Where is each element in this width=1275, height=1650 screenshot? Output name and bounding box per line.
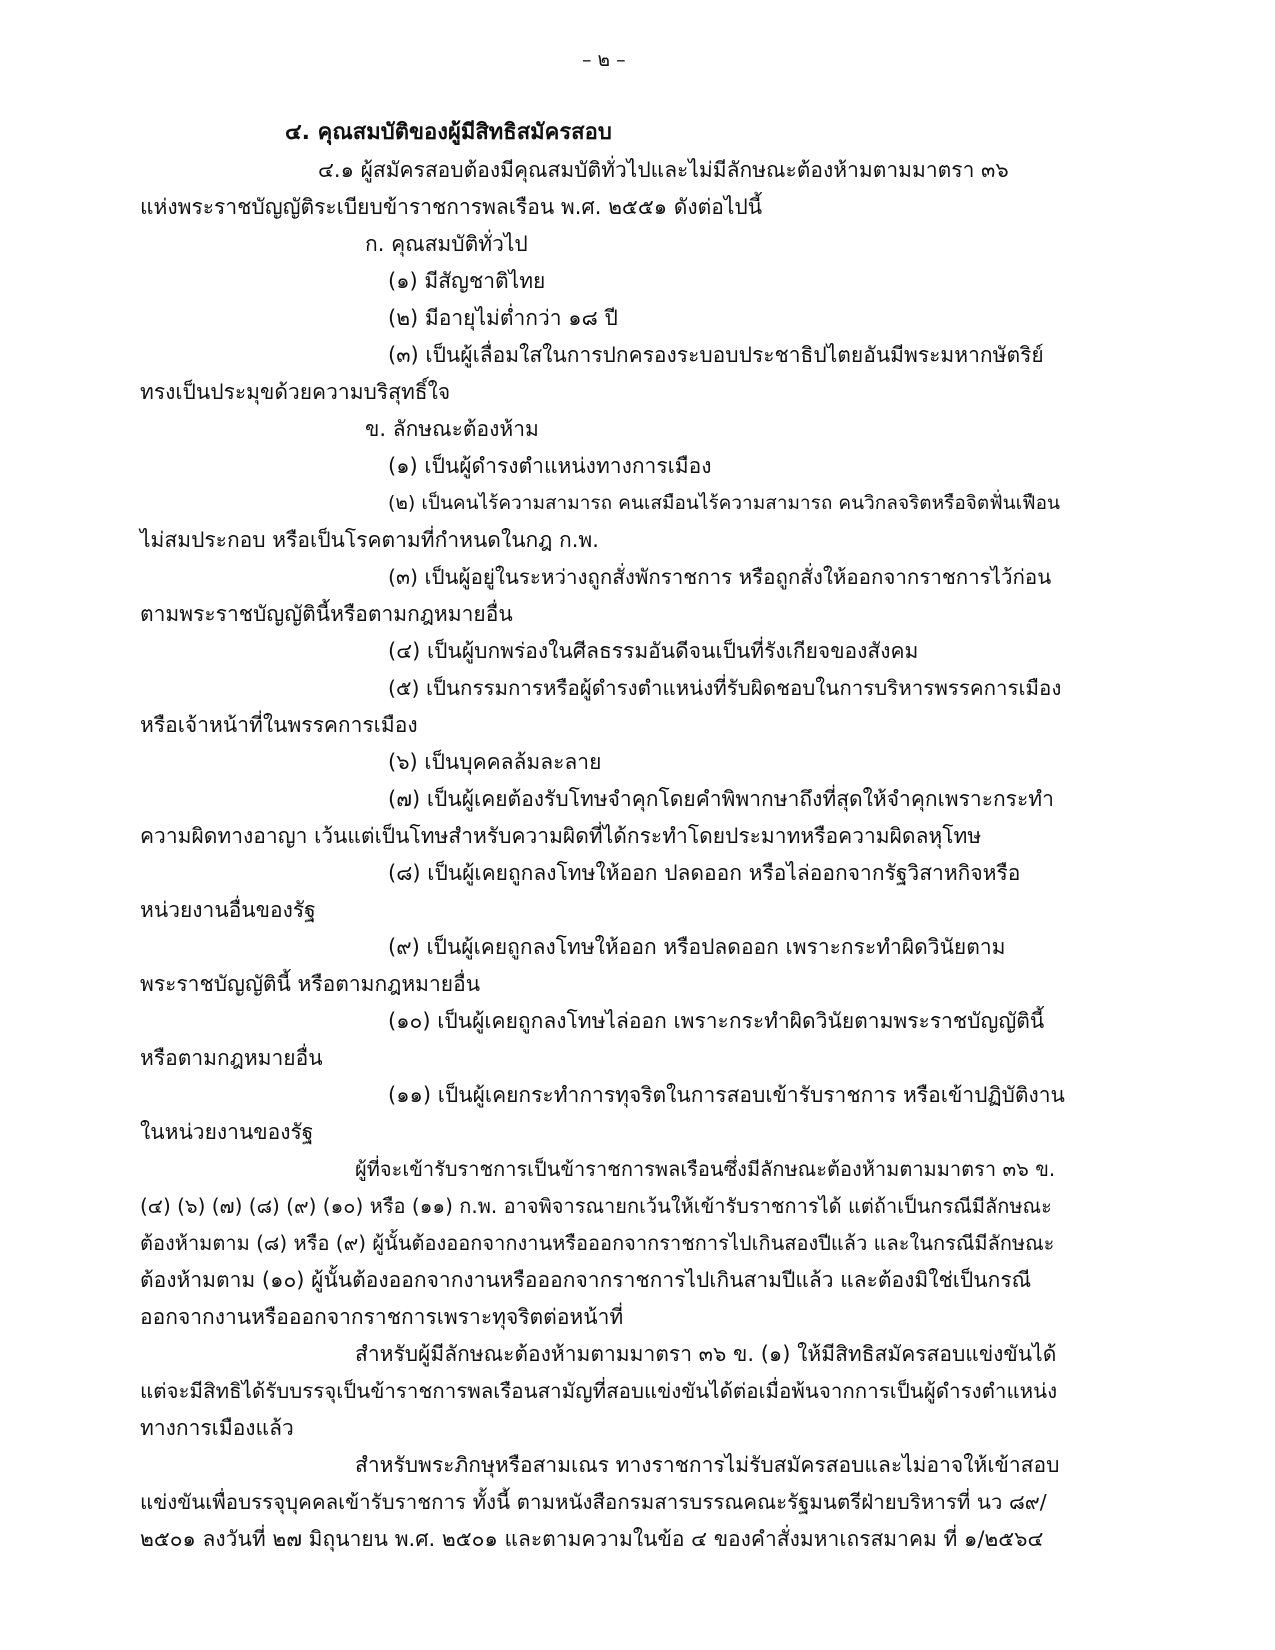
prohibition-item-7: (๗) เป็นผู้เคยต้องรับโทษจำคุกโดยคำพิพากษาถึงที่สุดให้จำคุกเพราะกระทำ <box>388 787 1054 811</box>
general-qualifications-heading: ก. คุณสมบัติทั่วไป <box>365 232 528 256</box>
prohibition-item-10-cont: หรือตามกฎหมายอื่น <box>140 1046 323 1070</box>
exemption-para-line4: ต้องห้ามตาม (๑๐) ผู้นั้นต้องออกจากงานหรือออกจากราชการไปเกินสามปีแล้ว และต้องมิใช่เป็นกรณี <box>140 1268 1032 1292</box>
prohibition-item-11-cont: ในหน่วยงานของรัฐ <box>140 1120 314 1144</box>
prohibition-item-6: (๖) เป็นบุคคลล้มละลาย <box>388 750 602 774</box>
monks-para-line2: แข่งขันเพื่อบรรจุบุคคลเข้ารับราชการ ทั้งนี้ ตามหนังสือกรมสารบรรณคณะรัฐมนตรีฝ่ายบริหารที่ นว ๘๙/ <box>140 1490 1047 1514</box>
prohibition-item-3: (๓) เป็นผู้อยู่ในระหว่างถูกสั่งพักราชการ หรือถูกสั่งให้ออกจากราชการไว้ก่อน <box>388 565 1052 589</box>
page-number: – ๒ – <box>582 49 626 71</box>
prohibition-item-2: (๒) เป็นคนไร้ความสามารถ คนเสมือนไร้ความสามารถ คนวิกลจริตหรือจิตฟั่นเฟือน <box>388 492 1061 514</box>
exemption-para-line2: (๔) (๖) (๗) (๘) (๙) (๑๐) หรือ (๑๑) ก.พ. อาจพิจารณายกเว้นให้เข้ารับราชการได้ แต่ถ้าเป็นกรณีมีลักษณะ <box>140 1194 1052 1218</box>
political-para-line2: แต่จะมีสิทธิได้รับบรรจุเป็นข้าราชการพลเรือนสามัญที่สอบแข่งขันได้ต่อเมื่อพ้นจากการเป็นผู้ดำรงตำแหน่ง <box>140 1379 1058 1403</box>
general-item-3: (๓) เป็นผู้เลื่อมใสในการปกครองระบอบประชาธิปไตยอันมีพระมหากษัตริย์ <box>388 343 1044 367</box>
prohibition-item-1: (๑) เป็นผู้ดำรงตำแหน่งทางการเมือง <box>388 454 712 478</box>
prohibition-item-10: (๑๐) เป็นผู้เคยถูกลงโทษไล่ออก เพราะกระทำผิดวินัยตามพระราชบัญญัตินี้ <box>388 1009 1045 1033</box>
monks-para-line3: ๒๕๐๑ ลงวันที่ ๒๗ มิถุนายน พ.ศ. ๒๕๐๑ และตามความในข้อ ๔ ของคำสั่งมหาเถรสมาคม ที่ ๑/๒๕๖๔ <box>140 1527 1044 1551</box>
prohibitions-heading: ข. ลักษณะต้องห้าม <box>365 417 539 441</box>
prohibition-item-11: (๑๑) เป็นผู้เคยกระทำการทุจริตในการสอบเข้ารับราชการ หรือเข้าปฏิบัติงาน <box>388 1083 1065 1107</box>
general-item-2: (๒) มีอายุไม่ต่ำกว่า ๑๘ ปี <box>388 306 618 330</box>
prohibition-item-7-cont: ความผิดทางอาญา เว้นแต่เป็นโทษสำหรับความผิดที่ได้กระทำโดยประมาทหรือความผิดลหุโทษ <box>140 824 982 848</box>
prohibition-item-8-cont: หน่วยงานอื่นของรัฐ <box>140 898 316 922</box>
prohibition-item-8: (๘) เป็นผู้เคยถูกลงโทษให้ออก ปลดออก หรือไล่ออกจากรัฐวิสาหกิจหรือ <box>388 861 1021 885</box>
prohibition-item-5: (๕) เป็นกรรมการหรือผู้ดำรงตำแหน่งที่รับผิดชอบในการบริหารพรรคการเมือง <box>388 676 1062 700</box>
political-para-line1: สำหรับผู้มีลักษณะต้องห้ามตามมาตรา ๓๖ ข. (๑) ให้มีสิทธิสมัครสอบแข่งขันได้ <box>355 1342 1057 1366</box>
prohibition-item-2-cont: ไม่สมประกอบ หรือเป็นโรคตามที่กำหนดในกฎ ก.พ. <box>140 528 599 552</box>
exemption-para-line5: ออกจากงานหรือออกจากราชการเพราะทุจริตต่อหน้าที่ <box>140 1305 624 1329</box>
clause-4-1-line1: ๔.๑ ผู้สมัครสอบต้องมีคุณสมบัติทั่วไปและไม่มีลักษณะต้องห้ามตามมาตรา ๓๖ <box>318 158 1009 182</box>
general-item-1: (๑) มีสัญชาติไทย <box>388 269 546 293</box>
prohibition-item-9: (๙) เป็นผู้เคยถูกลงโทษให้ออก หรือปลดออก เพราะกระทำผิดวินัยตาม <box>388 935 1006 959</box>
prohibition-item-9-cont: พระราชบัญญัตินี้ หรือตามกฎหมายอื่น <box>140 972 481 996</box>
prohibition-item-4: (๔) เป็นผู้บกพร่องในศีลธรรมอันดีจนเป็นที่รังเกียจของสังคม <box>388 639 919 663</box>
political-para-line3: ทางการเมืองแล้ว <box>140 1416 294 1440</box>
exemption-para-line1: ผู้ที่จะเข้ารับราชการเป็นข้าราชการพลเรือนซึ่งมีลักษณะต้องห้ามตามมาตรา ๓๖ ข. <box>355 1157 1056 1181</box>
monks-para-line1: สำหรับพระภิกษุหรือสามเณร ทางราชการไม่รับสมัครสอบและไม่อาจให้เข้าสอบ <box>355 1453 1060 1477</box>
prohibition-item-3-cont: ตามพระราชบัญญัตินี้หรือตามกฎหมายอื่น <box>140 602 513 626</box>
general-item-3-cont: ทรงเป็นประมุขด้วยความบริสุทธิ์ใจ <box>140 380 451 404</box>
prohibition-item-5-cont: หรือเจ้าหน้าที่ในพรรคการเมือง <box>140 713 418 737</box>
exemption-para-line3: ต้องห้ามตาม (๘) หรือ (๙) ผู้นั้นต้องออกจากงานหรือออกจากราชการไปเกินสองปีแล้ว และในกรณีมีลักษณะ <box>140 1231 1055 1255</box>
clause-4-1-line2: แห่งพระราชบัญญัติระเบียบข้าราชการพลเรือน พ.ศ. ๒๕๕๑ ดังต่อไปนี้ <box>140 195 763 219</box>
section-heading: ๔. คุณสมบัติของผู้มีสิทธิสมัครสอบ <box>285 120 612 145</box>
